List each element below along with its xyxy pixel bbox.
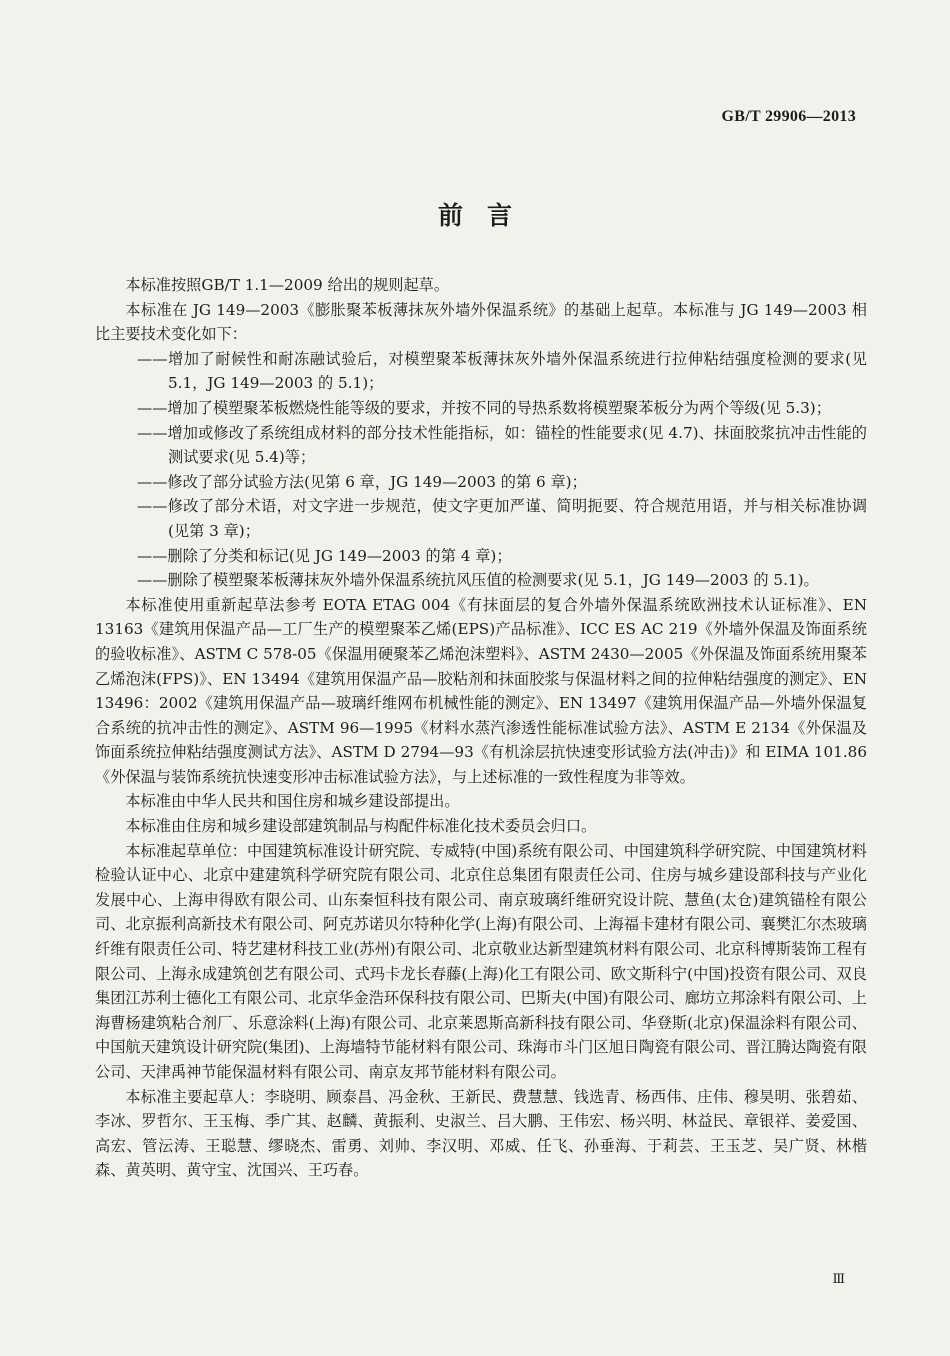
- paragraph-proposer: 本标准由中华人民共和国住房和城乡建设部提出。: [125, 792, 460, 811]
- paragraph-administrator: 本标准由住房和城乡建设部建筑制品与构配件标准化技术委员会归口。: [125, 817, 597, 836]
- change-item: ——删除了模塑聚苯板薄抹灰外墙外保温系统抗风压值的检测要求(见 5.1，JG 149—2003 的 5.1)。: [137, 571, 819, 590]
- change-item: ——增加或修改了系统组成材料的部分技术性能指标，如：锚栓的性能要求(见 4.7)、抹面胶浆抗冲击性能的测试要求(见 5.4)等；: [137, 423, 867, 467]
- paragraph-basis: 本标准在 JG 149—2003《膨胀聚苯板薄抹灰外墙外保温系统》的基础上起草。本标准与 JG 149—2003 相比主要技术变化如下：: [95, 300, 867, 344]
- change-item: ——增加了耐候性和耐冻融试验后，对模塑聚苯板薄抹灰外墙外保温系统进行拉伸粘结强度检测的要求(见 5.1，JG 149—2003 的 5.1)；: [137, 349, 867, 393]
- paragraph-drafting-units: 本标准起草单位：中国建筑标准设计研究院、专威特(中国)系统有限公司、中国建筑科学研究院、中国建筑材料检验认证中心、北京中建建筑科学研究院有限公司、北京住总集团有限责任公司、住房与城乡建设部科技与产业化发展中心、上海申得欧有限公司、山东秦恒科技有限公司、南京玻璃纤维研究设计院、慧鱼(太仓)建筑锚栓有限公司、北京振利高新技术有限公司、阿克苏诺贝尔特种化学(上海)有限公司、上海福卡建材有限公司、襄樊汇尔杰玻璃纤维有限责任公司、特艺建材科技工业(苏州)有限公司、北京敬业达新型建筑材料有限公司、北京科博斯装饰工程有限公司、上海永成建筑创艺有限公司、式玛卡龙长春藤(上海)化工有限公司、欧文斯科宁(中国)投资有限公司、双良集团江苏利士德化工有限公司、北京华金浩环保科技有限公司、巴斯夫(中国)有限公司、廊坊立邦涂料有限公司、上海曹杨建筑粘合剂厂、乐意涂料(上海)有限公司、北京莱恩斯高新科技有限公司、华登斯(北京)保温涂料有限公司、中国航天建筑设计研究院(集团)、上海墙特节能材料有限公司、珠海市斗门区旭日陶瓷有限公司、晋江腾达陶瓷有限公司、天津禹神节能保温材料有限公司、南京友邦节能材料有限公司。: [95, 841, 867, 1081]
- paragraph-drafting-rules: 本标准按照GB/T 1.1—2009 给出的规则起草。: [125, 276, 450, 294]
- paragraph-drafters: 本标准主要起草人：李晓明、顾泰昌、冯金秋、王新民、费慧慧、钱选青、杨西伟、庄伟、穆昊明、张碧茹、李冰、罗哲尔、王玉梅、季广其、赵麟、黄振利、史淑兰、吕大鹏、王伟宏、杨兴明、林益民、章银祥、姜爱国、高宏、管沄涛、王聪慧、缪晓杰、雷勇、刘帅、李汉明、邓威、任飞、孙垂海、于莉芸、王玉芝、吴广贤、林楷森、黄英明、黄守宝、沈国兴、王巧春。: [95, 1087, 867, 1180]
- page-title: 前言: [437, 201, 536, 230]
- change-item: ——删除了分类和标记(见 JG 149—2003 的第 4 章)；: [137, 546, 512, 565]
- foreword-body: [95, 273, 867, 1183]
- change-item: ——修改了部分术语，对文字进一步规范，使文字更加严谨、简明扼要、符合规范用语，并与相关标准协调(见第 3 章)；: [137, 497, 867, 540]
- change-item: ——修改了部分试验方法(见第 6 章，JG 149—2003 的第 6 章)；: [137, 472, 587, 491]
- standard-code: GB/T 29906—2013: [721, 108, 856, 125]
- paragraph-references: 本标准使用重新起草法参考 EOTA ETAG 004《有抹面层的复合外墙外保温系统欧洲技术认证标准》、EN 13163《建筑用保温产品—工厂生产的模塑聚苯乙烯(EPS)产品标准》、ICC ES AC 219《外墙外保温及饰面系统的验收标准》、ASTM C 578-05《保温用硬聚苯乙烯泡沫塑料》、ASTM 2430—2005《外保温及饰面系统用聚苯乙烯泡沫(FPS)》、EN 13494《建筑用保温产品—胶粘剂和抹面胶浆与保温材料之间的拉伸粘结强度的测定》、EN 13496：2002《建筑用保温产品—玻璃纤维网布机械性能的测定》、EN 13497《建筑用保温产品—外墙外保温复合系统的抗冲击性的测定》、ASTM 96—1995《材料水蒸汽渗透性能标准试验方法》、ASTM E 2134《外保温及饰面系统拉伸粘结强度测试方法》、ASTM D 2794—93《有机涂层抗快速变形试验方法(冲击)》和 EIMA 101.86《外保温与装饰系统抗快速变形冲击标准试验方法》，与上述标准的一致性程度为非等效。: [95, 595, 867, 786]
- page-number: Ⅲ: [832, 1271, 846, 1286]
- change-item: ——增加了模塑聚苯板燃烧性能等级的要求，并按不同的导热系数将模塑聚苯板分为两个等级(见 5.3)；: [137, 398, 831, 417]
